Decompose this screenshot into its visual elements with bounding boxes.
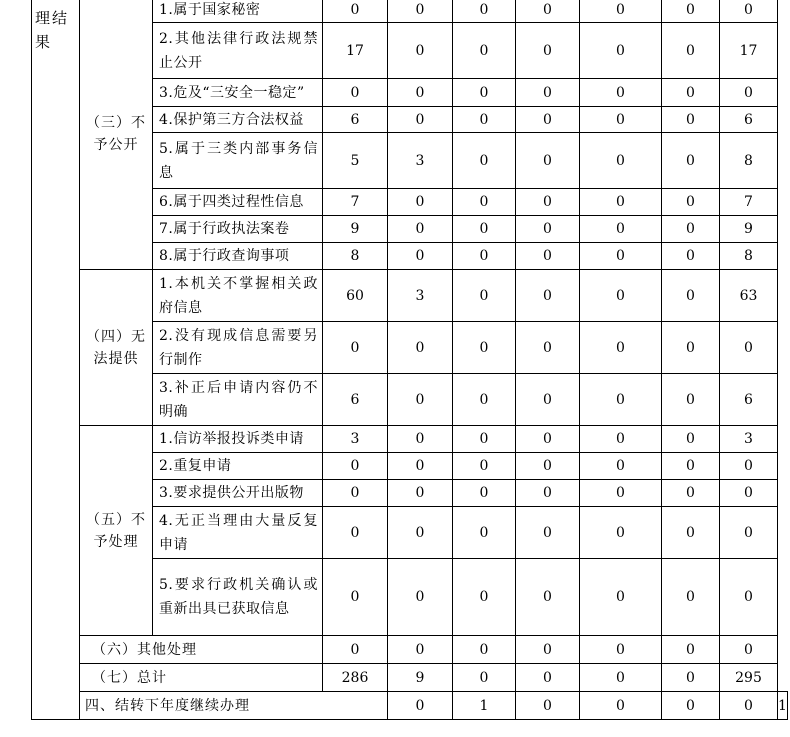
value-cell: 0 bbox=[323, 480, 388, 507]
value-cell: 0 bbox=[580, 374, 662, 426]
value-cell: 0 bbox=[516, 0, 580, 23]
value-cell: 0 bbox=[662, 0, 720, 23]
value-cell: 0 bbox=[580, 559, 662, 636]
value-cell: 0 bbox=[323, 0, 388, 23]
total-value-cell: 295 bbox=[720, 664, 778, 692]
value-cell: 0 bbox=[580, 270, 662, 322]
value-cell: 0 bbox=[388, 216, 453, 243]
carryover-value-cell: 1 bbox=[453, 692, 516, 720]
carryover-value-cell: 1 bbox=[778, 692, 788, 720]
group-label-not-processed: （五）不予处理 bbox=[80, 426, 153, 636]
other-processing-label: （六）其他处理 bbox=[80, 636, 323, 664]
value-cell: 3 bbox=[720, 426, 778, 453]
carryover-value-cell: 0 bbox=[662, 692, 720, 720]
value-cell: 0 bbox=[516, 216, 580, 243]
value-cell: 0 bbox=[388, 374, 453, 426]
total-value-cell: 0 bbox=[662, 664, 720, 692]
row-label: 2.重复申请 bbox=[153, 453, 323, 480]
value-cell: 0 bbox=[453, 243, 516, 270]
value-cell: 0 bbox=[516, 507, 580, 559]
value-cell: 0 bbox=[516, 480, 580, 507]
value-cell: 0 bbox=[388, 480, 453, 507]
total-value-cell: 0 bbox=[453, 664, 516, 692]
value-cell: 0 bbox=[453, 216, 516, 243]
value-cell: 0 bbox=[516, 374, 580, 426]
value-cell: 0 bbox=[453, 133, 516, 189]
value-cell: 0 bbox=[720, 0, 778, 23]
value-cell: 0 bbox=[453, 636, 516, 664]
value-cell: 0 bbox=[516, 133, 580, 189]
row-label: 7.属于行政执法案卷 bbox=[153, 216, 323, 243]
value-cell: 0 bbox=[662, 216, 720, 243]
row-label: 3.要求提供公开出版物 bbox=[153, 480, 323, 507]
value-cell: 0 bbox=[662, 507, 720, 559]
value-cell: 0 bbox=[580, 0, 662, 23]
value-cell: 0 bbox=[662, 133, 720, 189]
value-cell: 0 bbox=[388, 79, 453, 107]
row-label: 4.保护第三方合法权益 bbox=[153, 107, 323, 133]
row-label: 1.属于国家秘密 bbox=[153, 0, 323, 23]
value-cell: 0 bbox=[453, 374, 516, 426]
carryover-label: 四、结转下年度继续办理 bbox=[80, 692, 388, 720]
value-cell: 0 bbox=[388, 559, 453, 636]
row-label: 2.没有现成信息需要另行制作 bbox=[153, 322, 323, 374]
row-label: 3.补正后申请内容仍不明确 bbox=[153, 374, 323, 426]
value-cell: 0 bbox=[662, 107, 720, 133]
group-label-not-disclosed: （三）不予公开 bbox=[80, 0, 153, 270]
value-cell: 0 bbox=[516, 23, 580, 79]
value-cell: 3 bbox=[388, 133, 453, 189]
value-cell: 0 bbox=[662, 374, 720, 426]
value-cell: 8 bbox=[720, 243, 778, 270]
row-label: 8.属于行政查询事项 bbox=[153, 243, 323, 270]
value-cell: 0 bbox=[323, 636, 388, 664]
value-cell: 0 bbox=[580, 23, 662, 79]
value-cell: 0 bbox=[662, 322, 720, 374]
value-cell: 17 bbox=[323, 23, 388, 79]
value-cell: 0 bbox=[580, 322, 662, 374]
row-label: 4.无正当理由大量反复申请 bbox=[153, 507, 323, 559]
value-cell: 0 bbox=[580, 107, 662, 133]
value-cell: 0 bbox=[323, 79, 388, 107]
value-cell: 0 bbox=[720, 322, 778, 374]
value-cell: 0 bbox=[720, 480, 778, 507]
value-cell: 7 bbox=[323, 189, 388, 216]
value-cell: 0 bbox=[516, 453, 580, 480]
value-cell: 0 bbox=[323, 322, 388, 374]
value-cell: 0 bbox=[720, 79, 778, 107]
value-cell: 0 bbox=[453, 559, 516, 636]
value-cell: 0 bbox=[388, 322, 453, 374]
total-value-cell: 286 bbox=[323, 664, 388, 692]
value-cell: 0 bbox=[453, 322, 516, 374]
value-cell: 0 bbox=[580, 426, 662, 453]
value-cell: 6 bbox=[323, 107, 388, 133]
value-cell: 0 bbox=[580, 79, 662, 107]
carryover-value-cell: 0 bbox=[516, 692, 580, 720]
value-cell: 0 bbox=[662, 426, 720, 453]
value-cell: 0 bbox=[516, 243, 580, 270]
value-cell: 0 bbox=[720, 636, 778, 664]
row-label: 5.要求行政机关确认或重新出具已获取信息 bbox=[153, 559, 323, 636]
value-cell: 0 bbox=[580, 480, 662, 507]
row-label: 5.属于三类内部事务信息 bbox=[153, 133, 323, 189]
value-cell: 0 bbox=[453, 107, 516, 133]
value-cell: 8 bbox=[720, 133, 778, 189]
row-label: 1.信访举报投诉类申请 bbox=[153, 426, 323, 453]
value-cell: 5 bbox=[323, 133, 388, 189]
carryover-value-cell: 0 bbox=[580, 692, 662, 720]
value-cell: 0 bbox=[453, 0, 516, 23]
row-label: 2.其他法律行政法规禁止公开 bbox=[153, 23, 323, 79]
value-cell: 0 bbox=[388, 107, 453, 133]
value-cell: 6 bbox=[323, 374, 388, 426]
value-cell: 0 bbox=[720, 453, 778, 480]
value-cell: 0 bbox=[662, 79, 720, 107]
value-cell: 0 bbox=[516, 270, 580, 322]
row-label: 6.属于四类过程性信息 bbox=[153, 189, 323, 216]
value-cell: 3 bbox=[388, 270, 453, 322]
value-cell: 0 bbox=[580, 133, 662, 189]
value-cell: 0 bbox=[516, 322, 580, 374]
value-cell: 0 bbox=[580, 216, 662, 243]
value-cell: 0 bbox=[388, 189, 453, 216]
value-cell: 0 bbox=[580, 636, 662, 664]
value-cell: 9 bbox=[323, 216, 388, 243]
value-cell: 6 bbox=[720, 107, 778, 133]
value-cell: 8 bbox=[323, 243, 388, 270]
group-label-unable-to-provide: （四）无法提供 bbox=[80, 270, 153, 426]
value-cell: 0 bbox=[388, 243, 453, 270]
value-cell: 0 bbox=[516, 559, 580, 636]
value-cell: 0 bbox=[662, 243, 720, 270]
value-cell: 0 bbox=[323, 559, 388, 636]
value-cell: 6 bbox=[720, 374, 778, 426]
value-cell: 0 bbox=[662, 453, 720, 480]
value-cell: 0 bbox=[388, 507, 453, 559]
value-cell: 0 bbox=[662, 23, 720, 79]
row-label: 3.危及“三安全一稳定” bbox=[153, 79, 323, 107]
value-cell: 0 bbox=[323, 453, 388, 480]
value-cell: 0 bbox=[453, 189, 516, 216]
value-cell: 0 bbox=[662, 636, 720, 664]
carryover-value-cell: 0 bbox=[720, 692, 778, 720]
value-cell: 0 bbox=[580, 453, 662, 480]
total-label: （七）总计 bbox=[80, 664, 323, 692]
total-value-cell: 0 bbox=[580, 664, 662, 692]
value-cell: 0 bbox=[453, 270, 516, 322]
value-cell: 0 bbox=[388, 426, 453, 453]
value-cell: 0 bbox=[580, 189, 662, 216]
value-cell: 0 bbox=[662, 189, 720, 216]
value-cell: 0 bbox=[662, 480, 720, 507]
value-cell: 0 bbox=[453, 79, 516, 107]
value-cell: 3 bbox=[323, 426, 388, 453]
total-value-cell: 0 bbox=[516, 664, 580, 692]
value-cell: 0 bbox=[720, 507, 778, 559]
value-cell: 0 bbox=[388, 636, 453, 664]
value-cell: 0 bbox=[516, 426, 580, 453]
value-cell: 0 bbox=[662, 559, 720, 636]
value-cell: 60 bbox=[323, 270, 388, 322]
value-cell: 0 bbox=[580, 507, 662, 559]
main-category-cell: 理结果 bbox=[32, 0, 80, 720]
total-value-cell: 9 bbox=[388, 664, 453, 692]
carryover-value-cell: 0 bbox=[388, 692, 453, 720]
value-cell: 0 bbox=[516, 636, 580, 664]
value-cell: 63 bbox=[720, 270, 778, 322]
value-cell: 0 bbox=[516, 189, 580, 216]
value-cell: 0 bbox=[453, 23, 516, 79]
value-cell: 7 bbox=[720, 189, 778, 216]
value-cell: 0 bbox=[388, 0, 453, 23]
value-cell: 0 bbox=[453, 453, 516, 480]
value-cell: 0 bbox=[580, 243, 662, 270]
value-cell: 0 bbox=[453, 480, 516, 507]
value-cell: 0 bbox=[388, 23, 453, 79]
value-cell: 0 bbox=[516, 107, 580, 133]
value-cell: 17 bbox=[720, 23, 778, 79]
value-cell: 9 bbox=[720, 216, 778, 243]
value-cell: 0 bbox=[720, 559, 778, 636]
value-cell: 0 bbox=[516, 79, 580, 107]
government-info-disclosure-table bbox=[31, 0, 788, 720]
value-cell: 0 bbox=[662, 270, 720, 322]
value-cell: 0 bbox=[323, 507, 388, 559]
value-cell: 0 bbox=[453, 507, 516, 559]
row-label: 1.本机关不掌握相关政府信息 bbox=[153, 270, 323, 322]
value-cell: 0 bbox=[388, 453, 453, 480]
value-cell: 0 bbox=[453, 426, 516, 453]
